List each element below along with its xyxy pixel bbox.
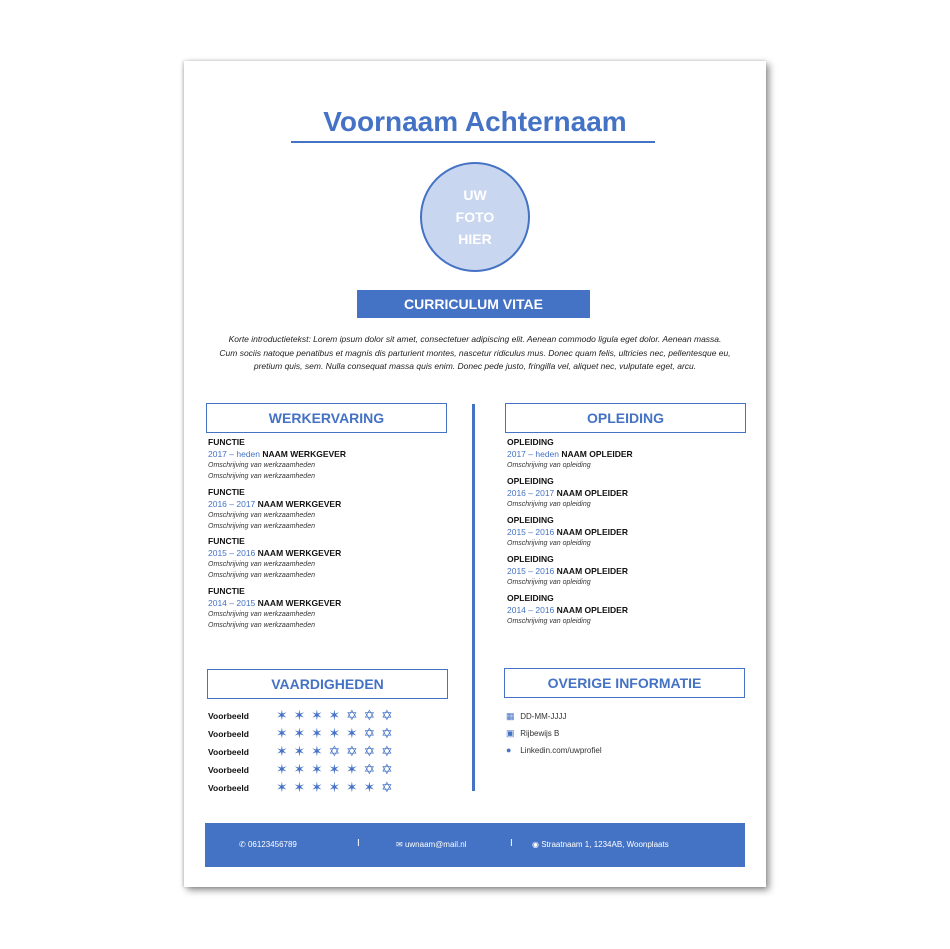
education-institution: NAAM OPLEIDER — [556, 527, 628, 537]
work-description: Omschrijving van werkzaamheden — [208, 561, 315, 568]
education-title: OPLEIDING — [507, 554, 554, 564]
empty-star-icon: ✡ — [363, 743, 376, 759]
empty-star-icon: ✡ — [381, 725, 393, 741]
work-employer: NAAM WERKGEVER — [257, 499, 342, 509]
filled-star-icon: ✶ — [293, 725, 306, 741]
info-birthdate: DD-MM-JJJJ — [520, 712, 567, 721]
filled-star-icon: ✶ — [311, 743, 323, 759]
education-title: OPLEIDING — [507, 476, 554, 486]
candidate-name: Voornaam Achternaam — [323, 106, 627, 137]
filled-star-icon: ✶ — [276, 725, 288, 741]
location-pin-icon: ◉ — [532, 840, 539, 849]
skill-label: Voorbeeld — [208, 765, 249, 775]
section-header-work: WERKERVARING — [206, 403, 447, 433]
work-title: FUNCTIE — [208, 536, 245, 546]
education-institution: NAAM OPLEIDER — [556, 566, 628, 576]
section-header-other: OVERIGE INFORMATIE — [504, 668, 745, 698]
empty-star-icon: ✡ — [381, 779, 393, 795]
work-entry — [208, 585, 448, 631]
info-item-linkedin[interactable] — [506, 745, 602, 755]
contact-footer — [205, 823, 745, 867]
filled-star-icon: ✶ — [311, 761, 323, 777]
work-employer: NAAM WERKGEVER — [257, 548, 342, 558]
education-description: Omschrijving van opleiding — [507, 579, 591, 586]
filled-star-icon: ✶ — [346, 761, 358, 777]
photo-text-line: FOTO — [455, 209, 495, 225]
education-years: 2014 – 2016 — [507, 605, 555, 615]
id-card-icon: ▣ — [506, 728, 515, 738]
education-title: OPLEIDING — [507, 593, 554, 603]
footer-phone: 06123456789 — [247, 840, 297, 849]
filled-star-icon: ✶ — [276, 707, 288, 723]
column-divider — [472, 404, 475, 791]
phone-item[interactable] — [239, 839, 297, 851]
empty-star-icon: ✡ — [328, 743, 341, 759]
education-description: Omschrijving van opleiding — [507, 501, 591, 508]
work-entry — [208, 436, 448, 482]
education-years: 2015 – 2016 — [507, 527, 555, 537]
footer-separator: I — [510, 838, 513, 849]
intro-line: Korte introductietekst: Lorem ipsum dolor sit amet, consectetuer adipiscing elit. Aenean commodo ligula eget dolor. Aenean massa. — [228, 334, 722, 344]
work-title: FUNCTIE — [208, 586, 245, 596]
filled-star-icon: ✶ — [276, 779, 288, 795]
email-item[interactable] — [396, 839, 466, 851]
skill-label: Voorbeeld — [208, 747, 249, 757]
education-years: 2017 – heden — [507, 449, 559, 459]
skill-label: Voorbeeld — [208, 729, 249, 739]
work-employer: NAAM WERKGEVER — [257, 598, 342, 608]
work-description: Omschrijving van werkzaamheden — [208, 512, 315, 519]
work-employer: NAAM WERKGEVER — [262, 449, 346, 459]
info-linkedin[interactable]: Linkedin.com/uwprofiel — [520, 746, 602, 755]
address-item — [532, 839, 669, 851]
info-item-license — [506, 728, 559, 739]
education-entry — [507, 592, 747, 627]
intro-line: pretium quis, sem. Nulla consequat massa quis enim. Donec pede justo, fringilla vel, aliquet nec, vulputate eget, arcu. — [253, 361, 697, 371]
education-entry — [507, 436, 747, 471]
calendar-icon: ▦ — [506, 711, 515, 721]
photo-placeholder[interactable] — [420, 162, 530, 272]
filled-star-icon: ✶ — [328, 707, 341, 723]
mail-icon: ✉ — [396, 840, 403, 849]
filled-star-icon: ✶ — [311, 779, 323, 795]
section-header-education: OPLEIDING — [505, 403, 746, 433]
intro-text — [212, 333, 738, 374]
filled-star-icon: ✶ — [311, 725, 323, 741]
name-underline — [291, 141, 655, 143]
education-institution: NAAM OPLEIDER — [556, 488, 628, 498]
education-entry — [507, 514, 747, 549]
photo-text-line: HIER — [458, 231, 492, 247]
empty-star-icon: ✡ — [346, 743, 358, 759]
section-header-skills: VAARDIGHEDEN — [207, 669, 448, 699]
footer-separator: I — [357, 838, 360, 849]
filled-star-icon: ✶ — [293, 743, 306, 759]
education-entry — [507, 553, 747, 588]
education-institution: NAAM OPLEIDER — [561, 449, 633, 459]
empty-star-icon: ✡ — [363, 725, 376, 741]
empty-star-icon: ✡ — [381, 707, 393, 723]
education-years: 2015 – 2016 — [507, 566, 555, 576]
empty-star-icon: ✡ — [346, 707, 358, 723]
filled-star-icon: ✶ — [346, 725, 358, 741]
work-entry — [208, 486, 448, 532]
work-years: 2015 – 2016 — [208, 548, 256, 558]
empty-star-icon: ✡ — [381, 743, 393, 759]
empty-star-icon: ✡ — [381, 761, 393, 777]
filled-star-icon: ✶ — [346, 779, 358, 795]
filled-star-icon: ✶ — [276, 743, 288, 759]
work-title: FUNCTIE — [208, 437, 245, 447]
work-title: FUNCTIE — [208, 487, 245, 497]
work-description: Omschrijving van werkzaamheden — [208, 523, 315, 530]
work-entry — [208, 535, 448, 581]
linkedin-icon: ● — [506, 745, 512, 755]
work-years: 2016 – 2017 — [208, 499, 256, 509]
filled-star-icon: ✶ — [328, 779, 341, 795]
education-description: Omschrijving van opleiding — [507, 462, 591, 469]
empty-star-icon: ✡ — [363, 707, 376, 723]
work-description: Omschrijving van werkzaamheden — [208, 622, 315, 629]
filled-star-icon: ✶ — [328, 761, 341, 777]
footer-address: Straatnaam 1, 1234AB, Woonplaats — [541, 840, 669, 849]
education-years: 2016 – 2017 — [507, 488, 555, 498]
skill-label: Voorbeeld — [208, 783, 249, 793]
photo-text-line: UW — [463, 187, 487, 203]
intro-line: Cum sociis natoque penatibus et magnis dis parturient montes, nascetur ridiculus mus. Donec quam felis, ultricies nec, pellentesque eu, — [219, 347, 731, 358]
work-description: Omschrijving van werkzaamheden — [208, 462, 315, 469]
info-license: Rijbewijs B — [520, 729, 560, 738]
work-description: Omschrijving van werkzaamheden — [208, 473, 315, 480]
filled-star-icon: ✶ — [293, 761, 306, 777]
phone-icon: ✆ — [239, 840, 246, 849]
filled-star-icon: ✶ — [363, 779, 376, 795]
filled-star-icon: ✶ — [293, 707, 306, 723]
cv-banner: CURRICULUM VITAE — [357, 290, 590, 318]
education-entry — [507, 475, 747, 510]
footer-email: uwnaam@mail.nl — [404, 840, 467, 849]
cv-page — [184, 61, 766, 887]
education-institution: NAAM OPLEIDER — [556, 605, 628, 615]
education-title: OPLEIDING — [507, 437, 554, 447]
work-description: Omschrijving van werkzaamheden — [208, 572, 315, 579]
education-title: OPLEIDING — [507, 515, 554, 525]
filled-star-icon: ✶ — [276, 761, 288, 777]
education-description: Omschrijving van opleiding — [507, 618, 591, 625]
education-description: Omschrijving van opleiding — [507, 540, 591, 547]
filled-star-icon: ✶ — [311, 707, 323, 723]
work-years: 2014 – 2015 — [208, 598, 256, 608]
work-description: Omschrijving van werkzaamheden — [208, 611, 315, 618]
work-years: 2017 – heden — [208, 449, 260, 459]
info-item-birthdate — [506, 711, 566, 722]
skill-label: Voorbeeld — [208, 711, 249, 721]
empty-star-icon: ✡ — [363, 761, 376, 777]
filled-star-icon: ✶ — [328, 725, 341, 741]
filled-star-icon: ✶ — [293, 779, 306, 795]
